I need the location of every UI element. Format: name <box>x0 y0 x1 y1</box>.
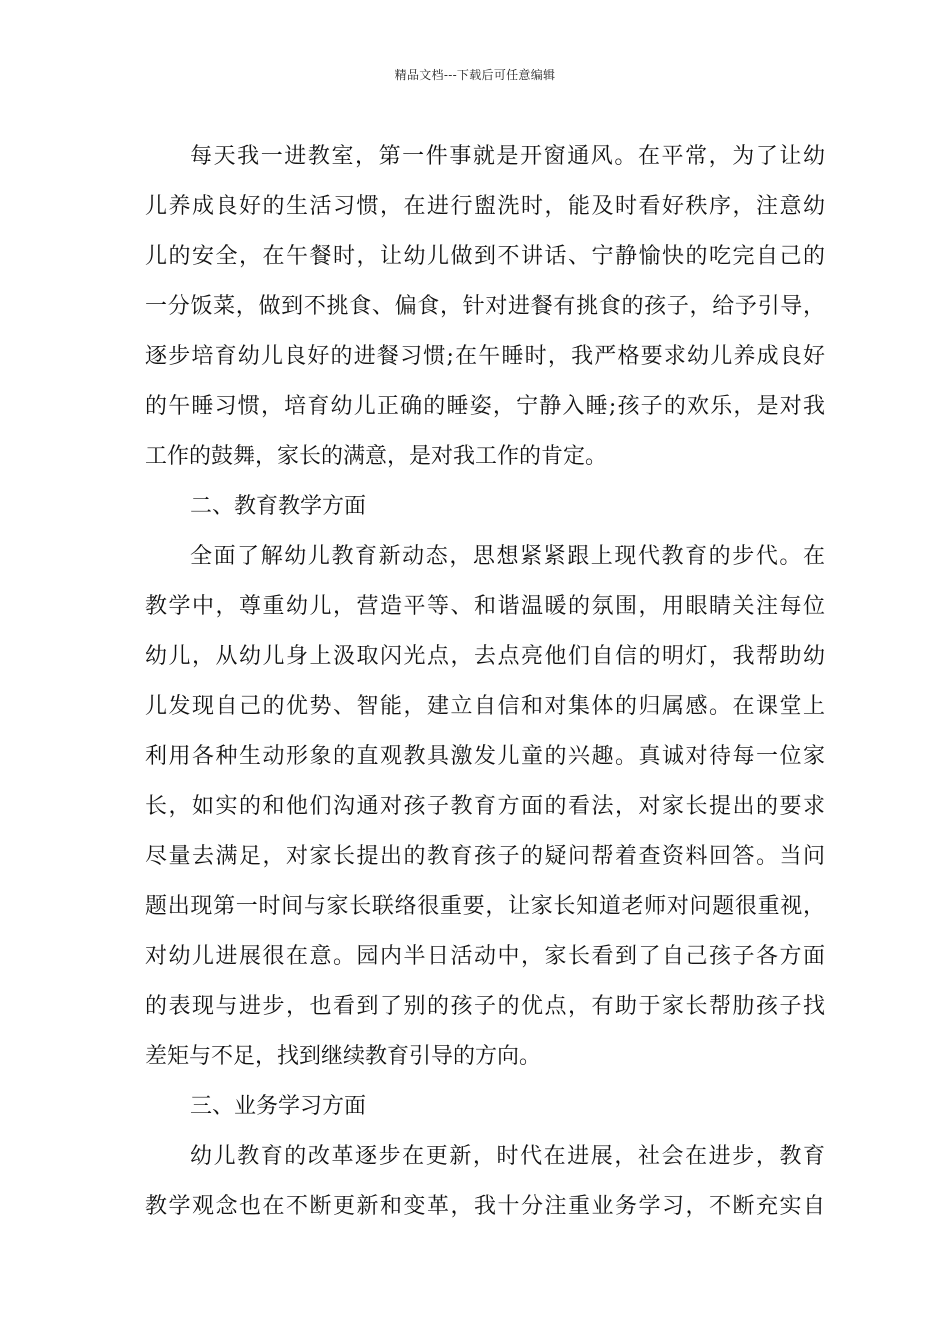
text-line: 幼儿，从幼儿身上汲取闪光点，去点亮他们自信的明灯，我帮助幼 <box>145 644 825 669</box>
text-line: 工作的鼓舞，家长的满意，是对我工作的肯定。 <box>145 444 608 469</box>
text-line: 长，如实的和他们沟通对孩子教育方面的看法，对家长提出的要求 <box>145 794 825 819</box>
section-heading: 三、业务学习方面 <box>190 1094 367 1119</box>
page-header: 精品文档---下载后可任意编辑 <box>394 68 556 82</box>
text-line: 利用各种生动形象的直观教具激发儿童的兴趣。真诚对待每一位家 <box>145 744 825 769</box>
text-line: 幼儿教育的改革逐步在更新，时代在进展，社会在进步，教育 <box>190 1144 825 1169</box>
text-line: 儿养成良好的生活习惯，在进行盥洗时，能及时看好秩序，注意幼 <box>145 194 825 219</box>
text-line: 的表现与进步，也看到了别的孩子的优点，有助于家长帮肋孩子找 <box>145 994 825 1019</box>
text-line: 对幼儿进展很在意。园内半日活动中，家长看到了自己孩子各方面 <box>145 944 825 969</box>
document-body <box>145 132 825 1232</box>
text-line: 的午睡习惯，培育幼儿正确的睡姿，宁静入睡;孩子的欢乐，是对我 <box>145 394 825 419</box>
text-line: 一分饭菜，做到不挑食、偏食，针对进餐有挑食的孩子，给予引导， <box>145 294 825 319</box>
text-line: 尽量去满足，对家长提出的教育孩子的疑问帮着查资料回答。当问 <box>145 844 825 869</box>
text-line: 儿发现自己的优势、智能，建立自信和对集体的归属感。在课堂上 <box>145 694 825 719</box>
text-line: 全面了解幼儿教育新动态，思想紧紧跟上现代教育的步代。在 <box>190 544 825 569</box>
text-line: 差矩与不足，找到继续教育引导的方向。 <box>145 1044 542 1069</box>
text-line: 题出现第一时间与家长联络很重要，让家长知道老师对问题很重视， <box>145 894 825 919</box>
text-line: 每天我一进教室，第一件事就是开窗通风。在平常，为了让幼 <box>190 144 825 169</box>
text-line: 教学观念也在不断更新和变革，我十分注重业务学习，不断充实自 <box>145 1194 825 1219</box>
text-line: 儿的安全，在午餐时，让幼儿做到不讲话、宁静愉快的吃完自己的 <box>145 244 825 269</box>
text-line: 教学中，尊重幼儿，营造平等、和谐温暖的氛围，用眼睛关注每位 <box>145 594 825 619</box>
section-heading: 二、教育教学方面 <box>190 494 367 519</box>
text-line: 逐步培育幼儿良好的进餐习惯;在午睡时，我严格要求幼儿养成良好 <box>145 344 825 369</box>
